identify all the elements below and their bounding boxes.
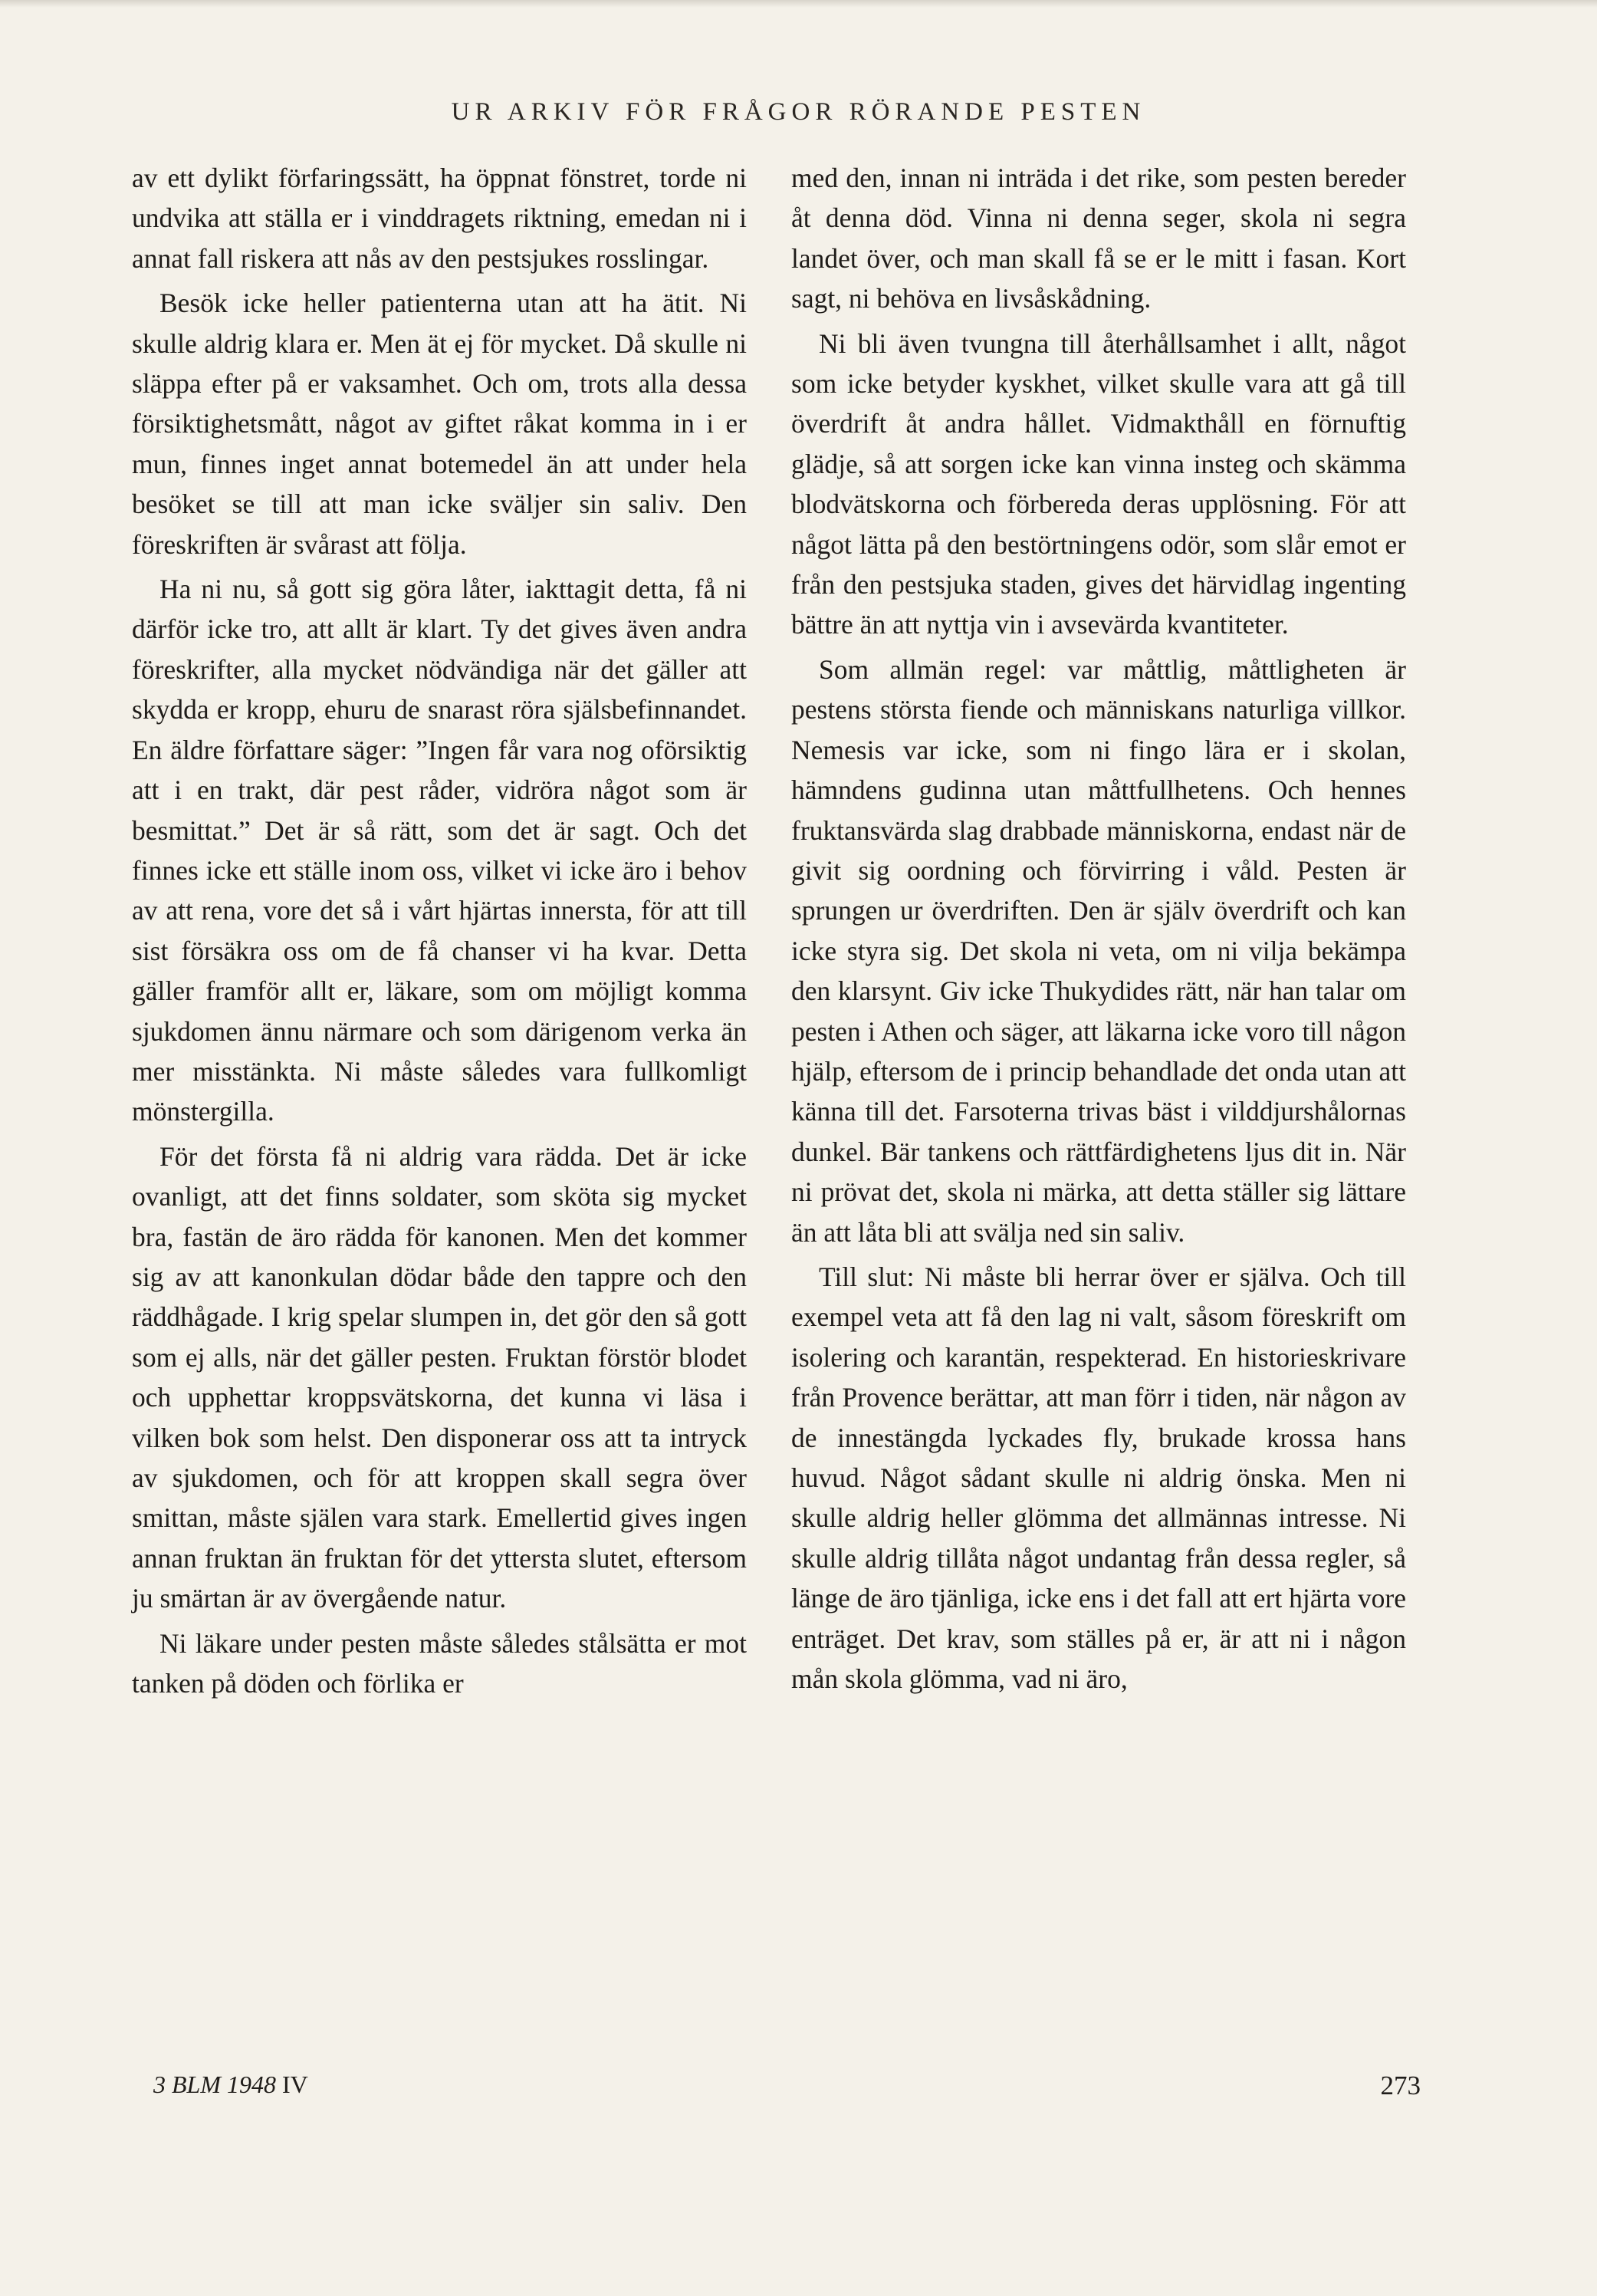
- paragraph: För det första få ni aldrig vara rädda. Det är icke ovanligt, att det finns soldater, som sköta sig mycket bra, fastän de äro rädda för kanonen. Men det kommer sig av att kanonkulan dödar både den tappre och den räddhågade. I krig spelar slumpen in, det gör den så gott som ej alls, när det gäller pesten. Fruktan förstör blodet och upphettar kroppsvätskorna, det kunna vi läsa i vilken bok som helst. Den disponerar oss att ta intryck av sjukdomen, och för att kroppen skall segra över smittan, måste själen vara stark. Emellertid gives ingen annan fruktan än fruktan för det yttersta slutet, eftersom ju smärtan är av övergående natur.: [132, 1140, 747, 1614]
- page-number: 273: [1380, 2071, 1421, 2100]
- paragraph: Ni läkare under pesten måste således stålsätta er mot tanken på döden och förlika er: [132, 1627, 747, 1699]
- paragraph: av ett dylikt förfaringssätt, ha öppnat fönstret, torde ni undvika att ställa er i vinddragets riktning, emedan ni i annat fall riskera att nås av den pestsjukes rosslingar.: [132, 163, 747, 274]
- paragraph: Till slut: Ni måste bli herrar över er själva. Och till exempel veta att få den lag ni valt, såsom föreskrift om isolering och karantän, respekterad. En historieskrivare från Provence berättar, att man förr i tiden, när någon av de innestängda lyckades fly, brukade krossa hans huvud. Något sådant skulle ni aldrig önska. Men ni skulle aldrig heller glömma det allmännas intresse. Ni skulle aldrig tillåta något undantag från dessa regler, så länge de äro tjänliga, icke ens i det fall att ert hjärta vore enträget. Det krav, som ställes på er, är att ni i någon mån skola glömma, vad ni äro,: [791, 1261, 1406, 1695]
- left-column: [132, 158, 747, 1708]
- paragraph: Ha ni nu, så gott sig göra låter, iakttagit detta, få ni därför icke tro, att allt är klart. Ty det gives även andra föreskrifter, alla mycket nödvändiga när det gäller att skydda er kropp, ehuru de snarast röra själsbefinnandet. En äldre författare säger: ”Ingen får vara nog oförsiktig att i en trakt, där pest råder, vidröra något som är besmittat.” Det är så rätt, som det är sagt. Och det finnes icke ett ställe inom oss, vilket vi icke äro i behov av att rena, vore det så i vårt hjärtas innersta, för att till sist försäkra oss om de få chanser vi ha kvar. Detta gäller framför allt er, läkare, som om möjligt komma sjukdomen ännu närmare och som därigenom verka än mer misstänkta. Ni måste således vara fullkomligt mönstergilla.: [132, 574, 747, 1127]
- issue-roman: IV: [282, 2071, 308, 2098]
- right-column: [791, 158, 1406, 1703]
- paragraph: Som allmän regel: var måttlig, måttligheten är pestens största fiende och människans naturliga villkor. Nemesis var icke, som ni fingo lära er i skolan, hämndens gudinna utan måttfullhetens. Och hennes fruktansvärda slag drabbade människorna, endast när de givit sig oordning och förvirring i våld. Pesten är sprungen ur överdriften. Den är själv överdrift och kan icke styra sig. Det skola ni veta, om ni vilja bekämpa den klarsynt. Giv icke Thukydides rätt, när han talar om pesten i Athen och säger, att läkarna icke voro till någon hjälp, eftersom de i princip behandlade det onda utan att känna till det. Farsoterna trivas bäst i vilddjurshålornas dunkel. Bär tankens och rättfärdighetens ljus dit in. När ni prövat det, skola ni märka, att detta ställer sig lättare än att låta bli att svälja ned sin saliv.: [791, 653, 1406, 1248]
- paragraph: Ni bli även tvungna till återhållsamhet i allt, något som icke betyder kyskhet, vilket skulle vara att gå till överdrift åt andra hållet. Vidmakthåll en förnuftig glädje, så att sorgen icke kan vinna insteg och skämma blodvätskorna och förbereda deras upplösning. För att något lätta på den bestörtningens odör, som slår emot er från den pestsjuka staden, gives det härvidlag ingenting bättre än att nyttja vin i avsevärda kvantiteter.: [791, 327, 1406, 640]
- page-top-edge: [0, 0, 1597, 8]
- paragraph: med den, innan ni inträda i det rike, som pesten bereder åt denna död. Vinna ni denna seger, skola ni segra landet över, och man skall få se er le mitt i fasan. Kort sagt, ni behöva en livsåskådning.: [791, 163, 1406, 314]
- issue-italic: 3 BLM 1948: [153, 2071, 276, 2098]
- running-title: UR ARKIV FÖR FRÅGOR RÖRANDE PESTEN: [451, 98, 1146, 126]
- paragraph: Besök icke heller patienterna utan att ha ätit. Ni skulle aldrig klara er. Men ät ej för mycket. Då skulle ni släppa efter på er vaksamhet. Och om, trots alla dessa försiktighetsmått, något av giftet råkat komma in i er mun, finnes inget annat botemedel än att under hela besöket se till att man icke sväljer sin saliv. Den föreskriften är svårast att följa.: [132, 288, 747, 560]
- issue-label: [153, 2071, 308, 2099]
